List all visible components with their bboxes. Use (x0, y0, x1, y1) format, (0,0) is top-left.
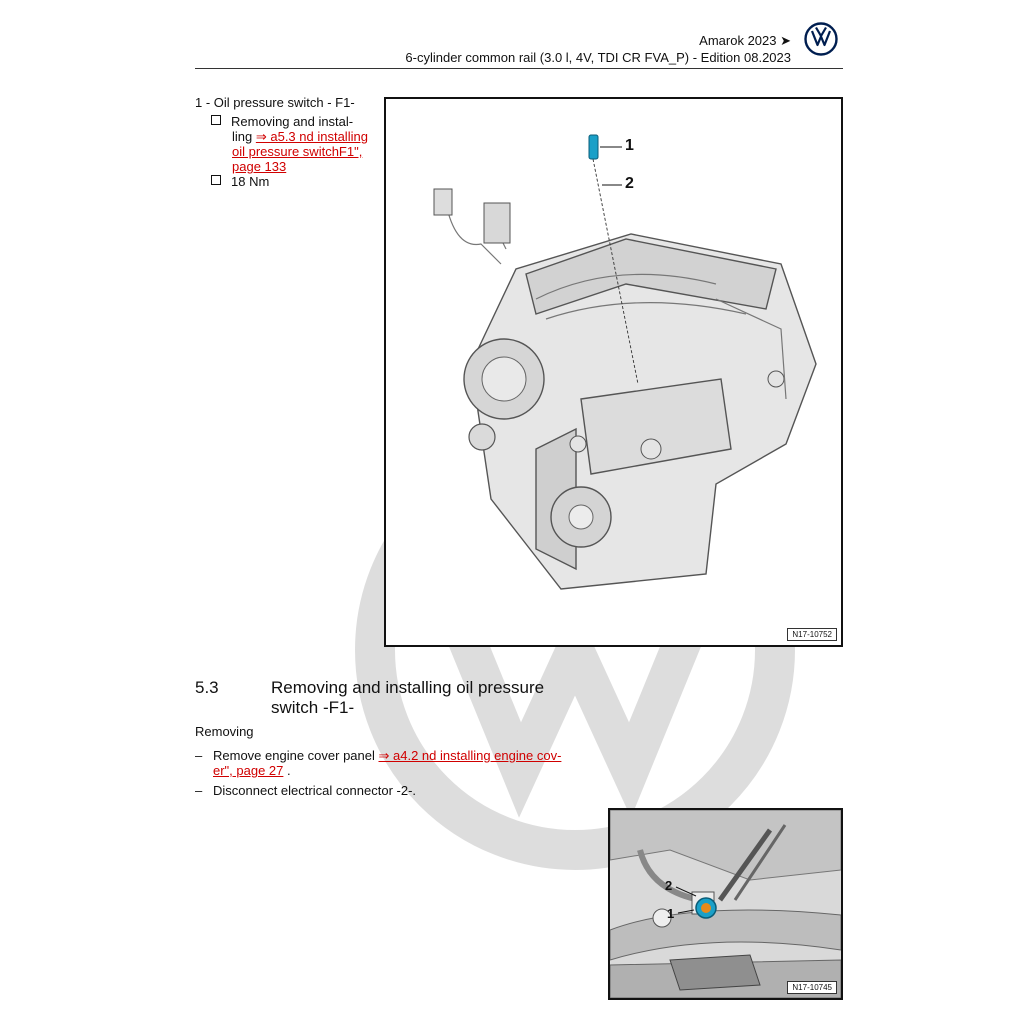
figure-2-callout-2: 2 (665, 878, 673, 893)
header-title: Amarok 2023 ➤ (699, 33, 791, 48)
checkbox-bullet-icon (211, 175, 221, 185)
item-1-sub-1-cont3 (232, 159, 286, 174)
figure-1-label: N17-10752 (787, 628, 837, 641)
checkbox-bullet-icon (211, 115, 221, 125)
item-1-sub-1-cont: ling ⇒ a5.3 nd installing (232, 129, 368, 144)
link-oil-pressure-switch[interactable]: ⇒ a5.3 nd installing (255, 129, 368, 144)
link-oil-pressure-switch-2[interactable]: oil pressure switchF1", (232, 144, 363, 159)
item-1-heading: 1 - Oil pressure switch - F1- (195, 95, 355, 110)
figure-2-callout-1: 1 (667, 906, 675, 921)
link-page-27[interactable]: er", page 27 (213, 763, 284, 778)
section-title: Removing and installing oil pressure switch -F1- (271, 678, 545, 717)
engine-illustration (386, 99, 841, 645)
link-page-133[interactable]: page 133 (232, 159, 287, 174)
link-engine-cover[interactable]: ⇒ a4.2 nd installing engine cov- (378, 748, 562, 763)
figure-connector (608, 808, 843, 1000)
figure-engine (384, 97, 843, 647)
item-1-sub-2: 18 Nm (211, 174, 269, 189)
removing-label: Removing (195, 724, 254, 739)
item-1-sub-1-cont2 (232, 144, 362, 159)
figure-1-callout-1: 1 (625, 137, 634, 154)
item-1-sub-1: Removing and instal- (211, 114, 353, 129)
oil-pressure-switch-highlight (589, 135, 598, 159)
figure-2-label: N17-10745 (787, 981, 837, 994)
switch-marker (701, 903, 711, 913)
connector-illustration (610, 810, 841, 998)
section-number: 5.3 (195, 678, 219, 697)
header-subtitle: 6-cylinder common rail (3.0 l, 4V, TDI CR FVA_P) - Edition 08.2023 (405, 50, 791, 65)
vw-logo-icon (804, 22, 838, 56)
page-header (195, 0, 843, 69)
figure-1-callout-2: 2 (625, 175, 634, 192)
